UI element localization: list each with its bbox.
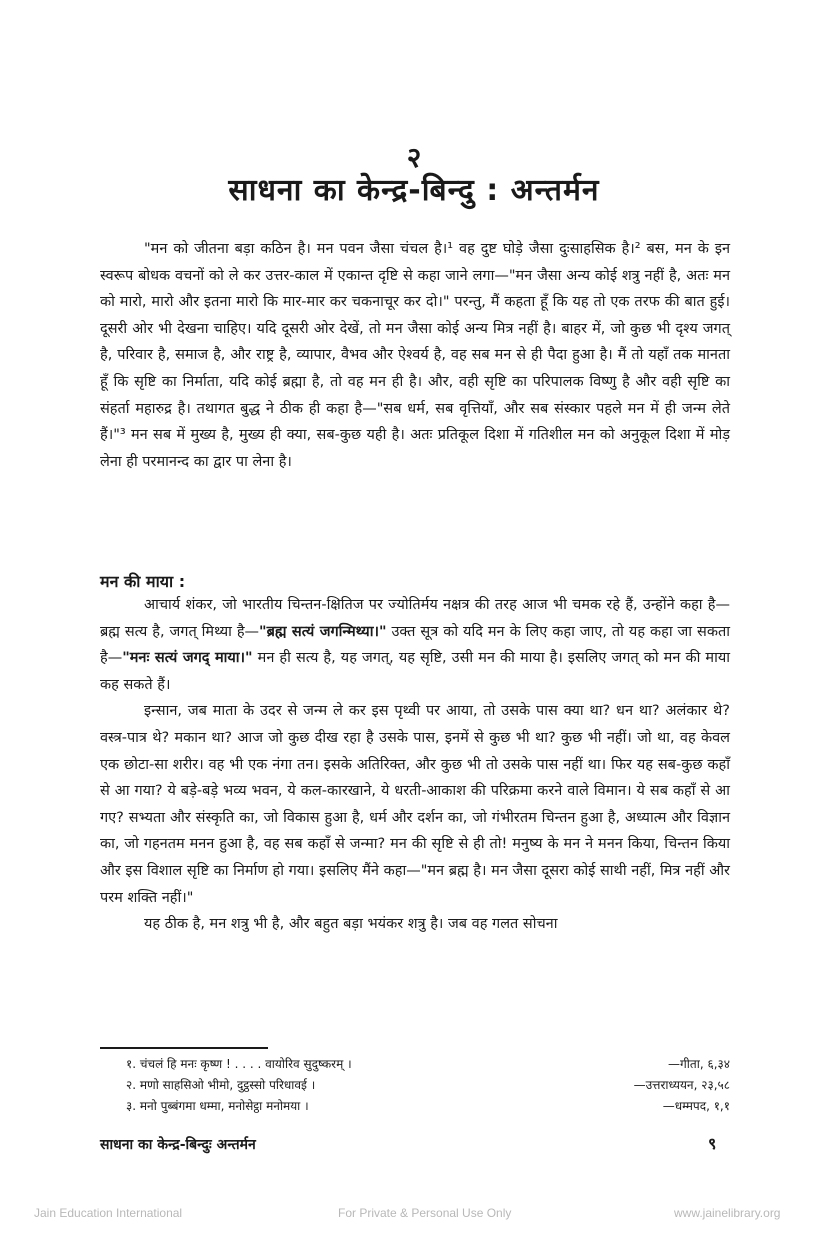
paragraph: इन्सान, जब माता के उदर से जन्म ले कर इस पृथ्वी पर आया, तो उसके पास क्या था? धन था? अलंकार थे? वस्त्र-पात्र थे? मकान था? आज जो कुछ दीख रहा है उसके पास, इनमें से कुछ भी था? कुछ भी नहीं। जो था, वह केवल एक छोटा-सा शरीर। वह भी एक नंगा तन। इसके अतिरिक्त, और कुछ भी तो उसके पास नहीं था। फिर यह सब-कुछ कहाँ से आ गया? ये बड़े-बड़े भव्य भवन, ये कल-कारखाने, ये धरती-आकाश की परिक्रमा करने वाले विमान। ये सब कहाँ से आ गए? सभ्यता और संस्कृति का, जो विकास हुआ है, धर्म और दर्शन का, जो गंभीरतम चिन्तन हुआ है, अध्यात्म और विज्ञान का, जो गहनतम मनन हुआ है, वह सब कहाँ से जन्मा? मन की सृष्टि से ही तो! मनुष्य के मन ने मनन किया, चिन्तन किया और इस विशाल सृष्टि का निर्माण हो गया। इसलिए मैंने कहा—"मन ब्रह्म है। मन जैसा दूसरा कोई साथी नहीं, मित्र नहीं और परम शक्ति नहीं।" (100, 703, 730, 906)
watermark-left: Jain Education International (34, 1206, 183, 1220)
sanskrit-quote: "मनः सत्यं जगद् माया।" (122, 650, 253, 667)
footnote (126, 1075, 730, 1096)
chapter-number: २ (406, 141, 422, 174)
footnote-source: —उत्तराध्ययन, २३,५८ (633, 1078, 730, 1092)
section-heading: मन की माया : (100, 572, 186, 591)
footnote-rule (100, 1047, 268, 1049)
running-head: साधना का केन्द्र-बिन्दुः अन्तर्मन (100, 1137, 256, 1153)
text-run: मन ही सत्य है, यह जगत्, यह सृष्टि, उसी मन की माया है। इसलिए जगत् को मन की माया कह सकते हैं। (100, 650, 730, 693)
footnote-text: २. मणो साहसिओ भीमो, दुट्ठस्सो परिधावई । (126, 1078, 316, 1092)
sanskrit-quote: "ब्रह्म सत्यं जगन्मिथ्या।" (259, 623, 387, 640)
paragraph: यह ठीक है, मन शत्रु भी है, और बहुत बड़ा भयंकर शत्रु है। जब वह गलत सोचना (144, 916, 558, 933)
text-run: उक्त सूत्र को यदि मन के लिए कहा जाए, तो यह कहा जा सकता है— (100, 623, 730, 667)
footnotes (126, 1054, 730, 1117)
paragraph: "मन को जीतना बड़ा कठिन है। मन पवन जैसा चंचल है।¹ वह दुष्ट घोड़े जैसा दुःसाहसिक है।² बस, मन के इन स्वरूप बोधक वचनों को ले कर उत्तर-काल में एकान्त दृष्टि से कहा जाने लगा—"मन जैसा अन्य कोई शत्रु नहीं है, अतः मन को मारो, मारो और इतना मारो कि मार-मार कर चकनाचूर कर दो।" परन्तु, मैं कहता हूँ कि यह तो एक तरफ की बात हुई। दूसरी ओर भी देखना चाहिए। यदि दूसरी ओर देखें, तो मन जैसा कोई अन्य मित्र नहीं है। बाहर में, जो कुछ भी दृश्य जगत् है, परिवार है, समाज है, और राष्ट्र है, व्यापार, वैभव और ऐश्वर्य है, वह सब मन से ही पैदा हुआ है। मैं तो यहाँ तक मानता हूँ कि सृष्टि का निर्माता, यदि कोई ब्रह्मा है, तो वह मन ही है। और, वही सृष्टि का परिपालक विष्णु है और वही सृष्टि का संहर्ता महारुद्र है। तथागत बुद्ध ने ठीक ही कहा है—"सब धर्म, सब वृत्तियाँ, और सब संस्कार पहले मन में ही जन्म लेते हैं।"³ मन सब में मुख्य है, मुख्य ही क्या, सब-कुछ यही है। अतः प्रतिकूल दिशा में गतिशील मन को अनुकूल दिशा में मोड़ लेना ही परमानन्द का द्वार पा लेना है। (100, 241, 730, 470)
watermark-right: www.jainelibrary.org (674, 1206, 781, 1220)
intro-body (100, 236, 730, 475)
watermark-center: For Private & Personal Use Only (338, 1206, 512, 1220)
footnote-text: १. चंचलं हि मनः कृष्ण ! . . . . वायोरिव सुदुष्करम् । (126, 1057, 352, 1071)
footnote (126, 1096, 730, 1117)
section-body (100, 592, 730, 938)
footnote-source: —गीता, ६,३४ (668, 1057, 730, 1071)
footnote-source: —धम्मपद, १,१ (662, 1099, 730, 1113)
footnote-text: ३. मनो पुब्बंगमा धम्मा, मनोसेट्ठा मनोमया । (126, 1099, 309, 1113)
paragraph (100, 592, 730, 698)
page-number: ९ (708, 1134, 717, 1153)
text-run: आचार्य शंकर, जो भारतीय चिन्तन-क्षितिज पर ज्योतिर्मय नक्षत्र की तरह आज भी चमक रहे हैं, उन्होंने कहा है—ब्रह्म सत्य है, जगत् मिथ्या है— (100, 597, 730, 640)
footnote (126, 1054, 730, 1075)
chapter-title: साधना का केन्द्र-बिन्दु : अन्तर्मन (228, 173, 600, 208)
